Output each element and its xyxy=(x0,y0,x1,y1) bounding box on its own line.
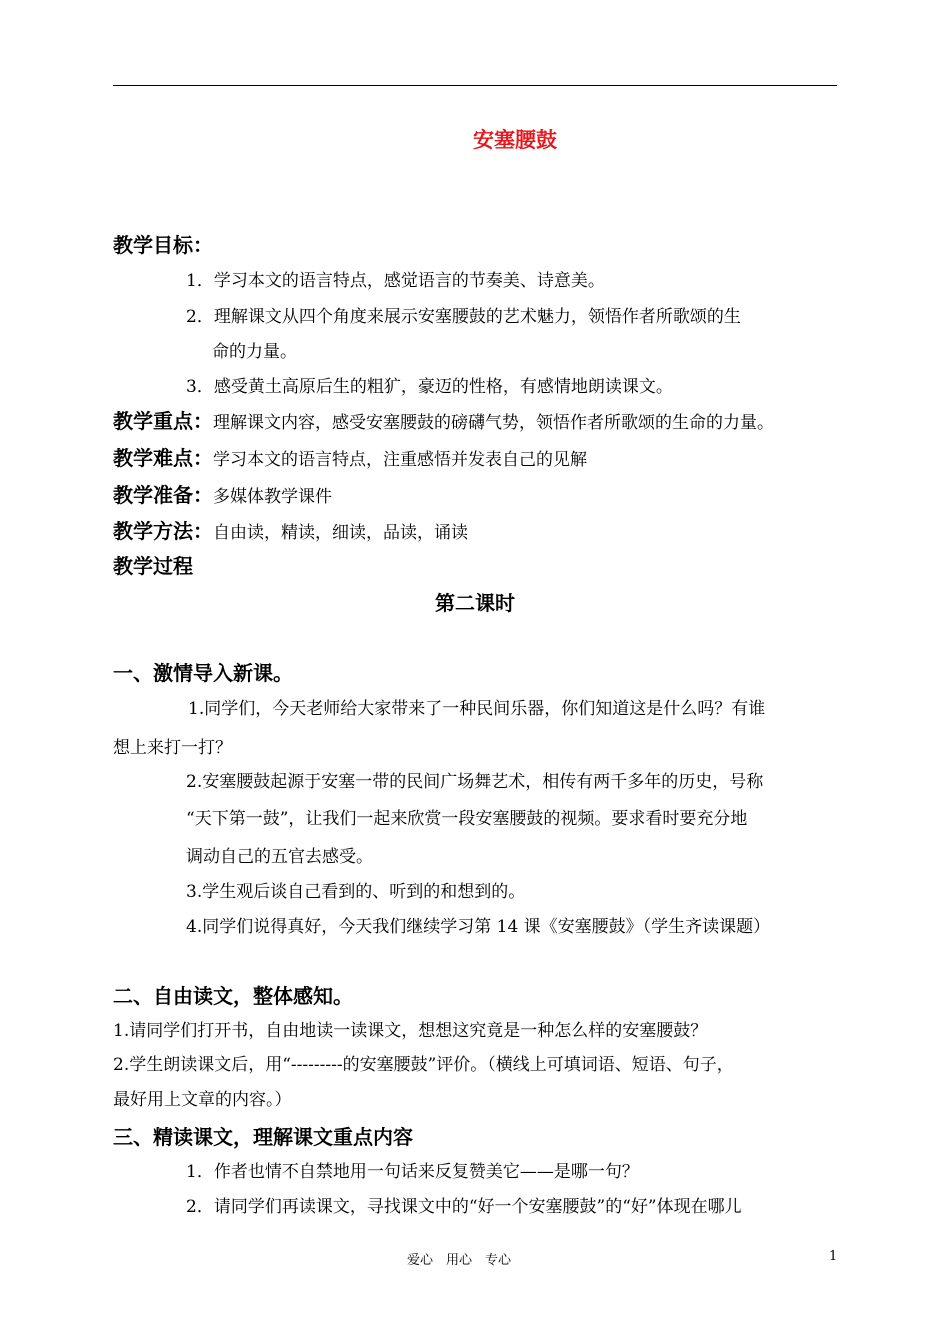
difficulty-label: 教学难点： xyxy=(113,446,213,470)
key-point-text: 理解课文内容，感受安塞腰鼓的磅礴气势，领悟作者所歌颂的生命的力量。 xyxy=(213,413,774,433)
section-2-line-2: 2.学生朗读课文后，用“---------的安塞腰鼓”评价。（横线上可填词语、短语、句子， xyxy=(113,1055,734,1075)
difficulty-row xyxy=(113,442,587,471)
section-2-heading: 二、自由读文，整体感知。 xyxy=(113,984,353,1008)
preparation-text: 多媒体教学课件 xyxy=(213,487,332,507)
lesson-heading: 第二课时 xyxy=(435,591,515,615)
section-3-line-1: 1．作者也情不自禁地用一句话来反复赞美它——是哪一句？ xyxy=(186,1162,639,1182)
preparation-label: 教学准备： xyxy=(113,483,213,507)
section-1-line-1: 1.同学们，今天老师给大家带来了一种民间乐器，你们知道这是什么吗？有谁 xyxy=(188,699,766,719)
section-1-line-4: “天下第一鼓”，让我们一起来欣赏一段安塞腰鼓的视频。要求看时要充分地 xyxy=(186,809,748,829)
method-text: 自由读，精读，细读，品读，诵读 xyxy=(213,523,468,543)
goals-heading: 教学目标： xyxy=(113,233,213,257)
difficulty-text: 学习本文的语言特点，注重感悟并发表自己的见解 xyxy=(213,450,587,470)
footer-motto: 爱心 用心 专心 xyxy=(407,1253,512,1268)
section-2-line-3: 最好用上文章的内容。） xyxy=(113,1090,292,1110)
goal-item-2-cont: 命的力量。 xyxy=(212,342,297,362)
section-1-line-5: 调动自己的五官去感受。 xyxy=(186,847,373,867)
section-3-heading: 三、精读课文，理解课文重点内容 xyxy=(113,1125,413,1149)
method-label: 教学方法： xyxy=(113,519,213,543)
preparation-row xyxy=(113,479,332,508)
goal-item-1: 1．学习本文的语言特点，感觉语言的节奏美、诗意美。 xyxy=(186,271,605,291)
section-2-line-1: 1.请同学们打开书，自由地读一读课文，想想这究竟是一种怎么样的安塞腰鼓？ xyxy=(113,1021,708,1041)
section-3-line-2: 2．请同学们再读课文，寻找课文中的“好一个安塞腰鼓”的“好”体现在哪儿 xyxy=(186,1197,742,1217)
page-number: 1 xyxy=(829,1249,838,1264)
goal-item-3: 3．感受黄土高原后生的粗犷，豪迈的性格，有感情地朗读课文。 xyxy=(186,377,673,397)
process-heading: 教学过程 xyxy=(113,554,193,578)
section-1-line-3: 2.安塞腰鼓起源于安塞一带的民间广场舞艺术，相传有两千多年的历史，号称 xyxy=(186,772,764,792)
document-title: 安塞腰鼓 xyxy=(473,127,557,152)
section-1-line-2: 想上来打一打？ xyxy=(113,738,232,758)
header-rule xyxy=(113,85,837,86)
section-1-line-6: 3.学生观后谈自己看到的、听到的和想到的。 xyxy=(186,882,526,902)
section-1-line-7: 4.同学们说得真好，今天我们继续学习第 14 课《安塞腰鼓》（学生齐读课题） xyxy=(186,917,771,937)
method-row xyxy=(113,515,468,544)
goal-item-2: 2．理解课文从四个角度来展示安塞腰鼓的艺术魅力，领悟作者所歌颂的生 xyxy=(186,307,741,327)
section-1-heading: 一、激情导入新课。 xyxy=(113,661,293,685)
key-point-row xyxy=(113,405,774,434)
key-point-label: 教学重点： xyxy=(113,409,213,433)
